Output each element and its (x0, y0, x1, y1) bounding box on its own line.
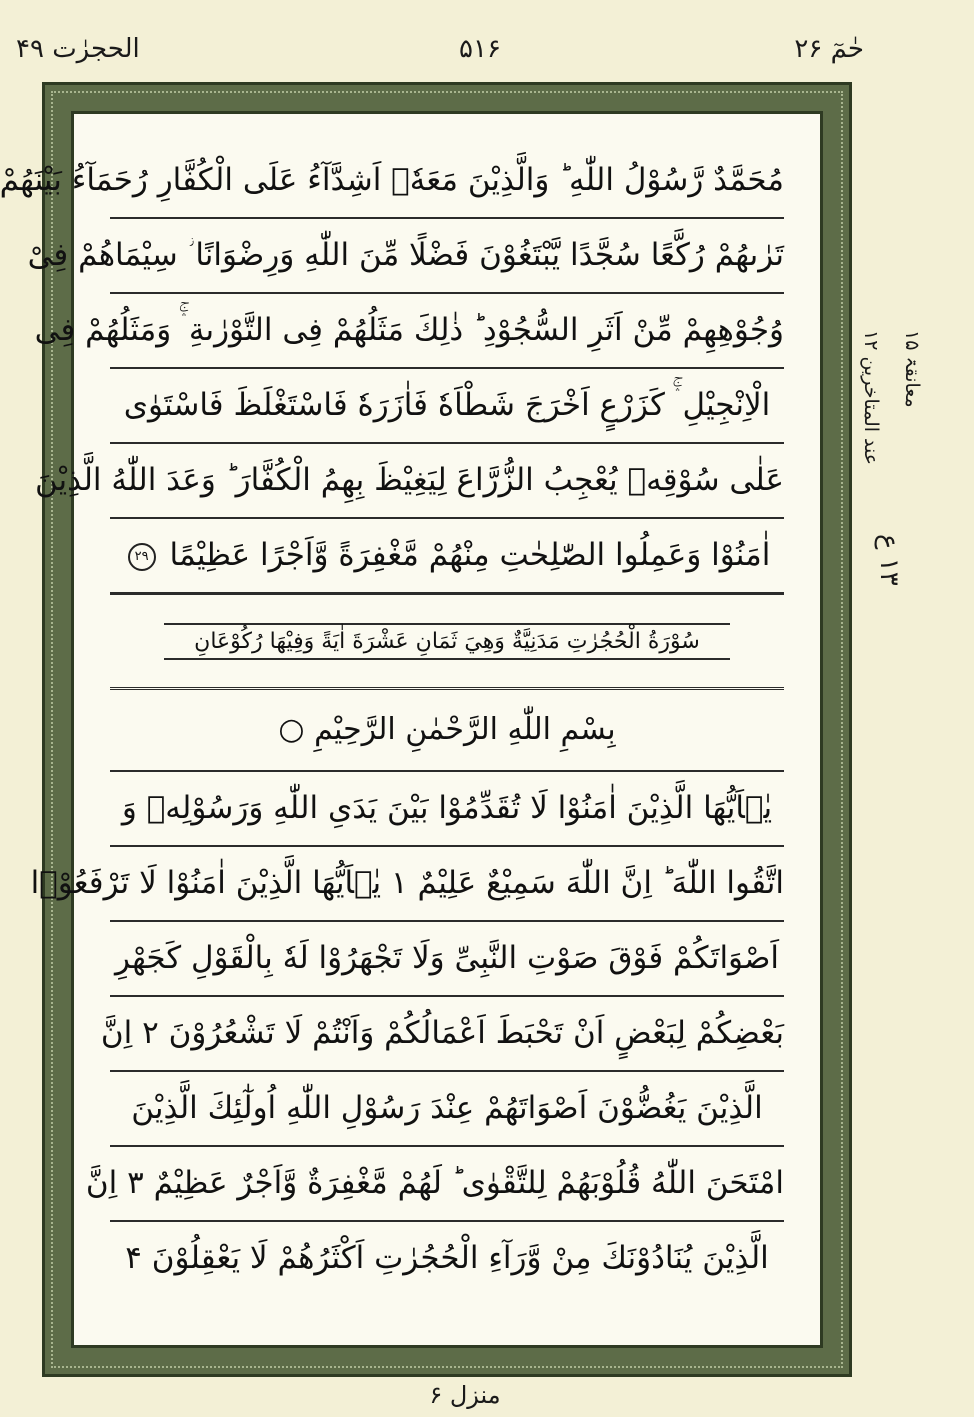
text-area (0, 111, 823, 1348)
surah-heading: سُوْرَةُ الْحُجُرٰتِ مَدَنِيَّةٌ وَهِيَ ثَمَانِ عَشْرَةَ اٰيَةً وَفِيْهَا رُكُوْعَانِ (164, 623, 730, 660)
text-line-6-text: اٰمَنُوْا وَعَمِلُوا الصّٰلِحٰتِ مِنْهُمْ مَّغْفِرَةً وَّاَجْرًا عَظِيْمًا (169, 537, 771, 573)
text-line-13: الَّذِيْنَ يُنَادُوْنَكَ مِنْ وَّرَآءِ الْحُجُرٰتِ اَكْثَرُهُمْ لَا يَعْقِلُوْنَ ۴ (125, 1240, 769, 1276)
text-line-1: مُحَمَّدٌ رَّسُوْلُ اللّٰهِ ؕ وَالَّذِيْنَ مَعَهٗۤ اَشِدَّآءُ عَلَى الْكُفَّارِ رُحَمَآءُ بَيْنَهُمْ (110, 144, 784, 219)
basmala: بِسْمِ اللّٰهِ الرَّحْمٰنِ الرَّحِيْمِ ○ (110, 690, 784, 772)
text-line-3: وُجُوْهِهِمْ مِّنْ اَثَرِ السُّجُوْدِ ؕ ذٰلِكَ مَثَلُهُمْ فِى التَّوْرٰىةِ ۛۚ وَمَثَلُهُمْ فِى (110, 294, 784, 369)
text-line-11: الَّذِيْنَ يَغُضُّوْنَ اَصْوَاتَهُمْ عِنْدَ رَسُوْلِ اللّٰهِ اُولٰٓئِكَ الَّذِيْنَ (110, 1072, 784, 1147)
surah-name-header: الحجرٰت ۴۹ (16, 34, 140, 64)
margin-note-mutaakhirin: عند المتاخرین ۱۲ (860, 330, 882, 466)
text-line-12: امْتَحَنَ اللّٰهُ قُلُوْبَهُمْ لِلتَّقْوٰى ؕ لَهُمْ مَّغْفِرَةٌ وَّاَجْرٌ عَظِيْمٌ ۳ اِنَّ (110, 1147, 784, 1222)
text-line-9: اَصْوَاتَكُمْ فَوْقَ صَوْتِ النَّبِىِّ وَلَا تَجْهَرُوْا لَهٗ بِالْقَوْلِ كَجَهْرِ (110, 922, 784, 997)
text-line-4: الْاِنْجِيْلِ ۛۚ كَزَرْعٍ اَخْرَجَ شَطْاَهٗ فَاٰزَرَهٗ فَاسْتَغْلَظَ فَاسْتَوٰى (110, 369, 784, 444)
page-frame (0, 82, 852, 1377)
ayah-marker-29: ۲۹ (128, 543, 156, 571)
text-line-6 (110, 519, 784, 594)
manzil-footer: منزل ۶ (429, 1381, 501, 1409)
ruku-marker: ۱۳ ع (874, 534, 904, 586)
text-content (0, 144, 784, 1295)
text-line-8: اتَّقُوا اللّٰهَ ؕ اِنَّ اللّٰهَ سَمِيْعٌ عَلِيْمٌ ۱ يٰۤاَيُّهَا الَّذِيْنَ اٰمَنُوْا لَا تَرْفَعُوْۤا (110, 847, 784, 922)
text-line-10: بَعْضِكُمْ لِبَعْضٍ اَنْ تَحْبَطَ اَعْمَالُكُمْ وَاَنْتُمْ لَا تَشْعُرُوْنَ ۲ اِنَّ (110, 997, 784, 1072)
page-number: ۵۱۶ (459, 34, 501, 64)
text-line-7: يٰۤاَيُّهَا الَّذِيْنَ اٰمَنُوْا لَا تُقَدِّمُوْا بَيْنَ يَدَىِ اللّٰهِ وَرَسُوْلِهٖ وَ (110, 772, 784, 847)
text-line-2: تَرٰىهُمْ رُكَّعًا سُجَّدًا يَّبْتَغُوْنَ فَضْلًا مِّنَ اللّٰهِ وَرِضْوَانًا ؗ سِيْمَاهُمْ فِىْ (110, 219, 784, 294)
text-line-5: عَلٰى سُوْقِهٖ يُعْجِبُ الزُّرَّاعَ لِيَغِيْظَ بِهِمُ الْكُفَّارَ ؕ وَعَدَ اللّٰهُ الَّذِيْنَ (110, 444, 784, 519)
juz-header: حٰمٓ ۲۶ (794, 34, 864, 64)
surah-heading-band (110, 594, 784, 690)
margin-note-muanaqa: معانقۃ ۱۵ (901, 330, 923, 408)
